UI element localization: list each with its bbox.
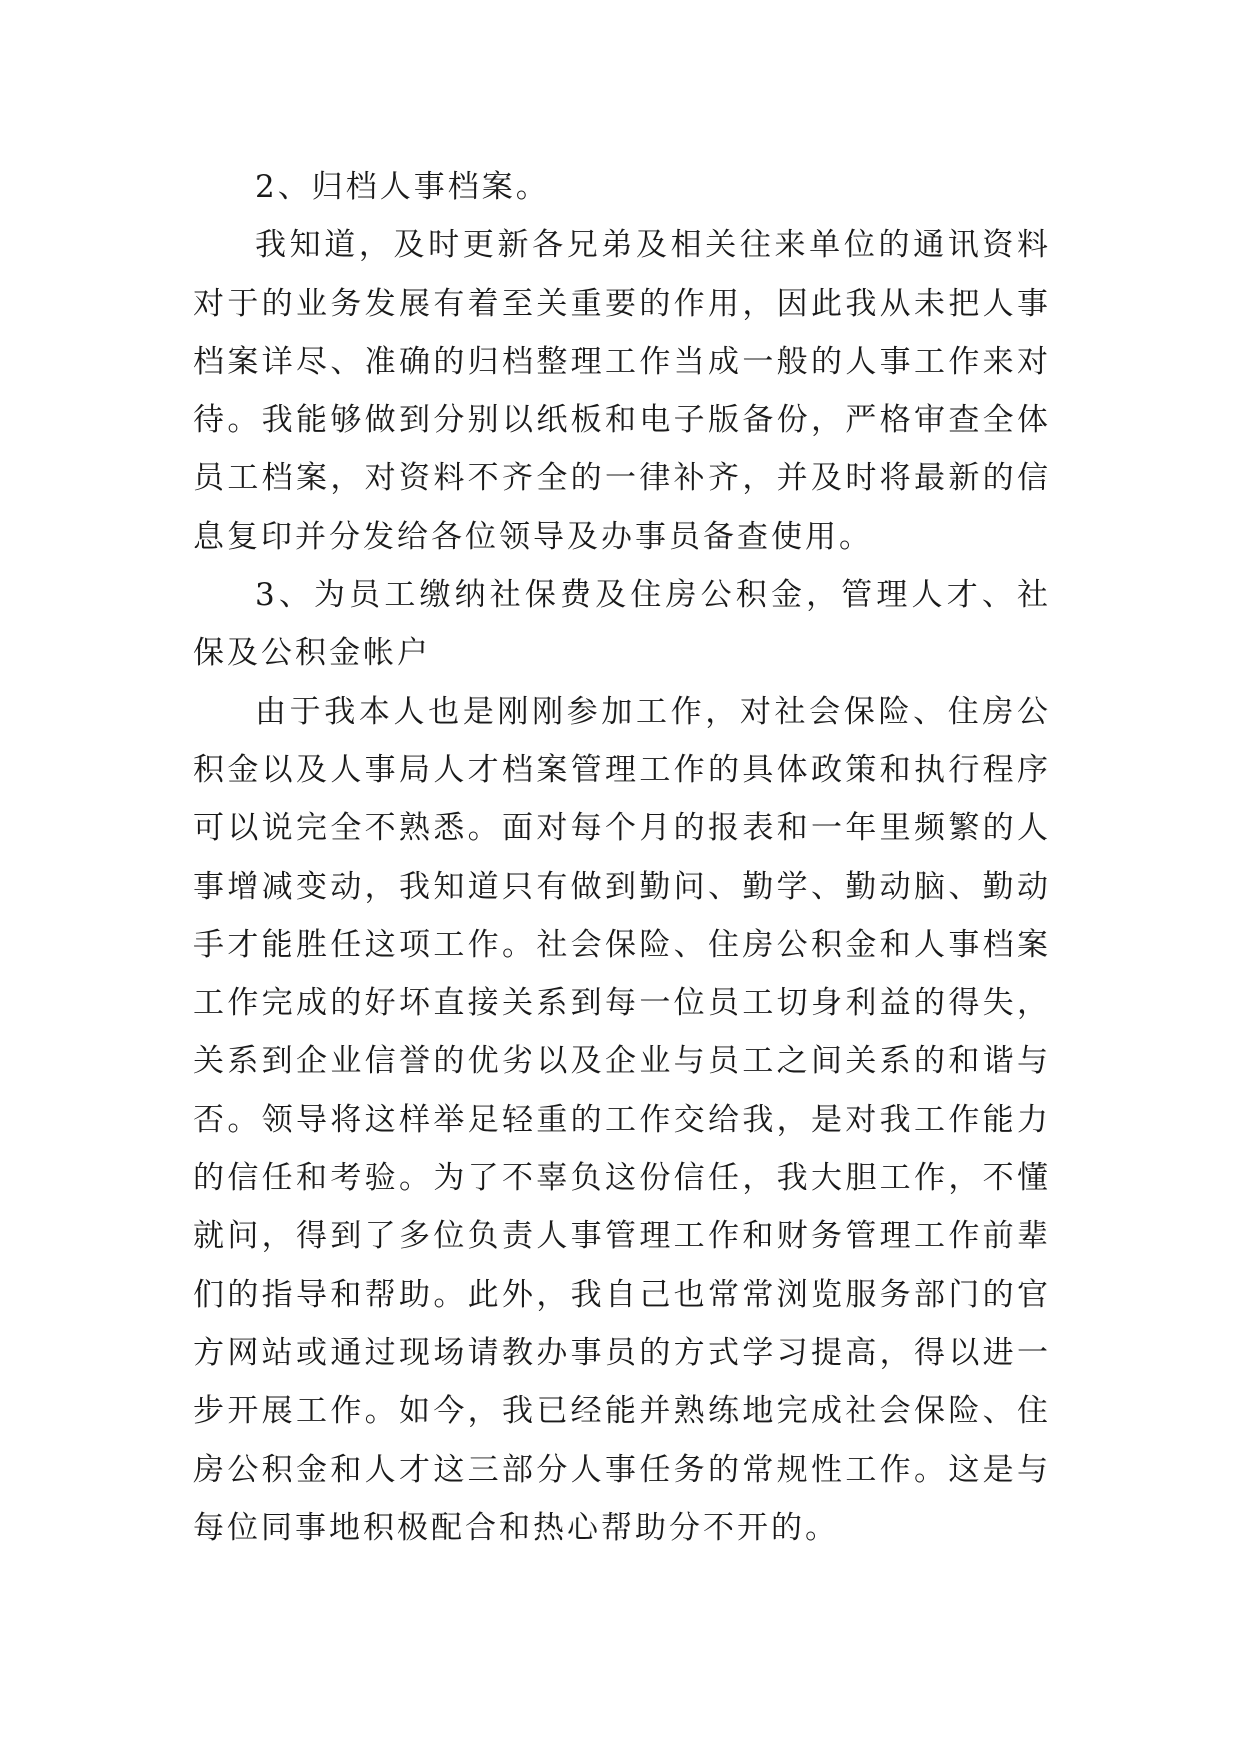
document-body bbox=[193, 158, 1051, 1557]
paragraph-social-security-details: 由于我本人也是刚刚参加工作，对社会保险、住房公积金以及人事局人才档案管理工作的具体政策和执行程序可以说完全不熟悉。面对每个月的报表和一年里频繁的人事增减变动，我知道只有做到勤问、勤学、勤动脑、勤动手才能胜任这项工作。社会保险、住房公积金和人事档案工作完成的好坏直接关系到每一位员工切身利益的得失，关系到企业信誉的优劣以及企业与员工之间关系的和谐与否。领导将这样举足轻重的工作交给我，是对我工作能力的信任和考验。为了不辜负这份信任，我大胆工作，不懂就问，得到了多位负责人事管理工作和财务管理工作前辈们的指导和帮助。此外，我自己也常常浏览服务部门的官方网站或通过现场请教办事员的方式学习提高，得以进一步开展工作。如今，我已经能并熟练地完成社会保险、住房公积金和人才这三部分人事任务的常规性工作。这是与每位同事地积极配合和热心帮助分不开的。 bbox=[193, 693, 1051, 1546]
paragraph-archive-details: 我知道，及时更新各兄弟及相关往来单位的通讯资料对于的业务发展有着至关重要的作用，因此我从未把人事档案详尽、准确的归档整理工作当成一般的人事工作来对待。我能够做到分别以纸板和电子版备份，严格审查全体员工档案，对资料不齐全的一律补齐，并及时将最新的信息复印并分发给各位领导及办事员备查使用。 bbox=[193, 227, 1051, 555]
section-heading-archive: 2、归档人事档案。 bbox=[255, 169, 550, 205]
section-heading-social-security: 3、为员工缴纳社保费及住房公积金，管理人才、社保及公积金帐户 bbox=[193, 577, 1051, 672]
